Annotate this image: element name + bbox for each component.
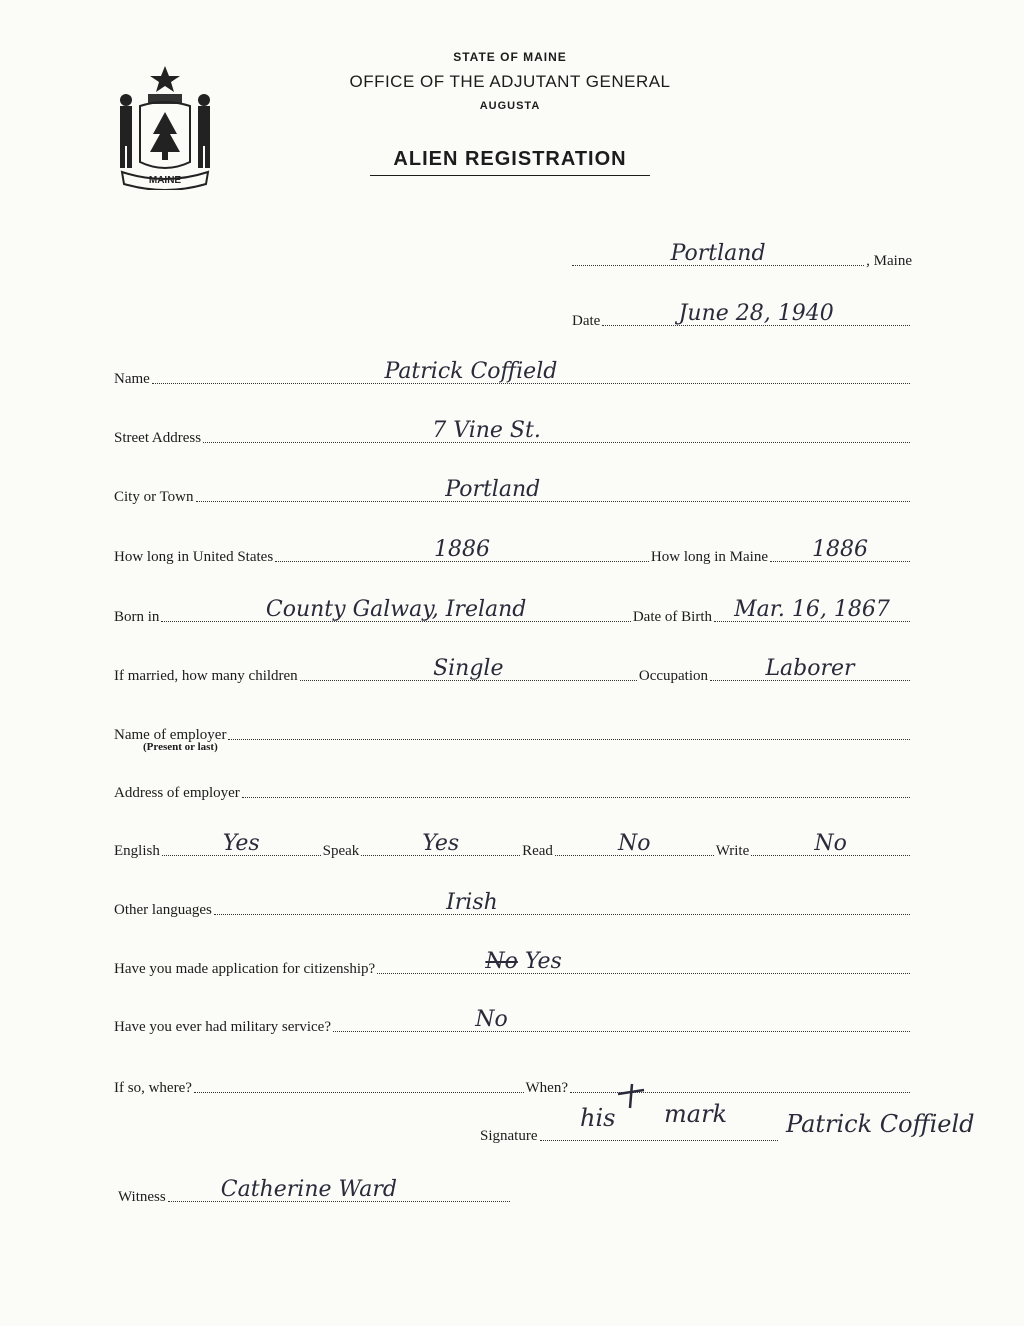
witness-value: Catherine Ward xyxy=(220,1177,397,1202)
occupation-field[interactable] xyxy=(710,656,910,681)
born-line xyxy=(114,596,912,626)
date-line xyxy=(572,300,912,330)
header-state: STATE OF MAINE xyxy=(453,50,567,64)
location-line xyxy=(570,240,912,270)
street-value: 7 Vine St. xyxy=(432,418,541,443)
city-label: City or Town xyxy=(114,489,194,505)
street-line xyxy=(114,417,912,447)
citizenship-line xyxy=(114,948,912,978)
english-value: Yes xyxy=(222,831,260,856)
read-field[interactable] xyxy=(555,831,714,856)
other-languages-field[interactable] xyxy=(214,890,910,915)
location-town-value: Portland xyxy=(670,241,766,266)
header-city: AUGUSTA xyxy=(479,100,541,112)
employer-name-label: Name of employer xyxy=(114,727,227,743)
employer-address-line xyxy=(114,772,912,802)
speak-field[interactable] xyxy=(361,831,520,856)
signature-label: Signature xyxy=(480,1128,538,1144)
city-line xyxy=(114,476,912,506)
write-value: No xyxy=(814,831,847,856)
form-title: ALIEN REGISTRATION xyxy=(370,148,650,176)
citizenship-label: Have you made application for citizenship? xyxy=(114,961,376,977)
name-field[interactable] xyxy=(152,359,910,384)
children-value: Single xyxy=(433,656,504,681)
name-value: Patrick Coffield xyxy=(384,359,558,384)
name-line xyxy=(114,358,912,388)
speak-value: Yes xyxy=(422,831,460,856)
how-long-us-value: 1886 xyxy=(434,537,491,562)
other-languages-value: Irish xyxy=(446,890,498,915)
citizenship-struck-value: No xyxy=(485,949,518,974)
location-suffix: , Maine xyxy=(866,253,912,269)
street-field[interactable] xyxy=(203,418,910,443)
how-long-maine-field[interactable] xyxy=(770,537,910,562)
signature-name: Patrick Coffield xyxy=(786,1110,975,1138)
location-field[interactable] xyxy=(572,241,864,266)
occupation-label: Occupation xyxy=(638,668,708,684)
citizenship-value: Yes xyxy=(524,949,562,974)
born-in-value: County Galway, Ireland xyxy=(265,597,527,622)
military-label: Have you ever had military service? xyxy=(114,1019,331,1035)
english-field[interactable] xyxy=(162,831,321,856)
other-languages-line xyxy=(114,889,912,919)
born-in-field[interactable] xyxy=(161,597,630,622)
english-label: English xyxy=(114,843,160,859)
military-value: No xyxy=(475,1007,508,1032)
employer-address-label: Address of employer xyxy=(114,785,240,801)
witness-line xyxy=(118,1176,512,1206)
seal-banner-text: MAINE xyxy=(148,175,182,186)
date-of-birth-value: Mar. 16, 1867 xyxy=(734,597,890,622)
military-field[interactable] xyxy=(333,1007,910,1032)
date-of-birth-field[interactable] xyxy=(714,597,910,622)
if-so-where-field[interactable] xyxy=(194,1068,524,1093)
witness-label: Witness xyxy=(118,1189,166,1205)
how-long-maine-value: 1886 xyxy=(812,537,868,562)
employer-name-line xyxy=(114,714,912,744)
city-value: Portland xyxy=(445,477,541,502)
date-of-birth-label: Date of Birth xyxy=(632,609,712,625)
children-line xyxy=(114,655,912,685)
signature-his: his xyxy=(580,1104,616,1132)
read-label: Read xyxy=(522,843,553,859)
header-office: OFFICE OF THE ADJUTANT GENERAL xyxy=(349,72,671,91)
children-field[interactable] xyxy=(300,656,637,681)
date-value: June 28, 1940 xyxy=(678,301,834,326)
employer-name-sublabel: (Present or last) xyxy=(143,741,218,753)
signature-mark: mark xyxy=(664,1100,728,1128)
read-value: No xyxy=(618,831,651,856)
speak-label: Speak xyxy=(322,843,360,859)
witness-field[interactable] xyxy=(168,1177,510,1202)
if-so-line xyxy=(114,1067,912,1097)
city-field[interactable] xyxy=(196,477,910,502)
occupation-value: Laborer xyxy=(765,656,855,681)
how-long-maine-label: How long in Maine xyxy=(650,549,768,565)
street-label: Street Address xyxy=(114,430,202,446)
name-label: Name xyxy=(114,371,150,387)
how-long-us-label: How long in United States xyxy=(114,549,274,565)
when-label: When? xyxy=(525,1080,568,1096)
if-so-where-label: If so, where? xyxy=(114,1080,192,1096)
state-seal-icon xyxy=(110,62,220,190)
date-label: Date xyxy=(572,313,601,329)
citizenship-field[interactable] xyxy=(377,949,910,974)
date-field[interactable] xyxy=(602,301,910,326)
other-languages-label: Other languages xyxy=(114,902,212,918)
write-field[interactable] xyxy=(751,831,910,856)
employer-name-field[interactable] xyxy=(228,715,910,740)
employer-address-field[interactable] xyxy=(242,773,910,798)
how-long-line xyxy=(114,536,912,566)
language-line xyxy=(114,830,912,860)
military-line xyxy=(114,1006,912,1036)
children-label: If married, how many children xyxy=(114,668,298,684)
born-in-label: Born in xyxy=(114,609,160,625)
how-long-us-field[interactable] xyxy=(275,537,649,562)
write-label: Write xyxy=(715,843,750,859)
signature-mark-cross-icon xyxy=(610,1082,650,1122)
